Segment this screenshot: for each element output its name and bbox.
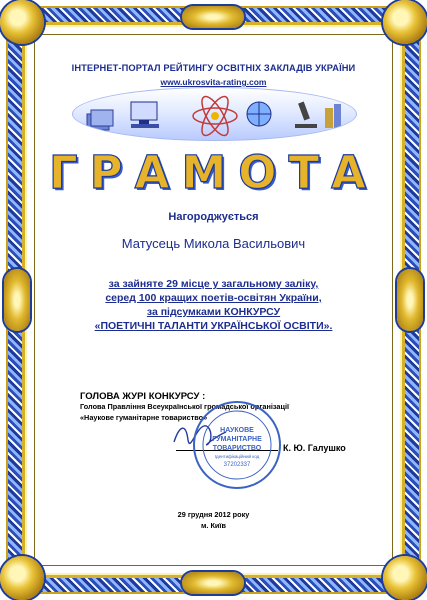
education-banner-image: [72, 87, 357, 141]
atom-icon: [193, 93, 237, 139]
corner-ornament-top-left: [0, 0, 44, 44]
reason-line: «ПОЕТИЧНІ ТАЛАНТИ УКРАЇНСЬКОЇ ОСВІТИ».: [94, 320, 333, 332]
reason-line: за зайняте 29 місце у загальному заліку,: [108, 278, 319, 290]
globe-icon: [247, 102, 271, 126]
side-ornament-left: [4, 269, 30, 331]
stamp-line-1: НАУКОВЕ: [220, 427, 254, 434]
reason-line: за підсумками КОНКУРСУ: [146, 306, 281, 318]
corner-ornament-bottom-right: [383, 556, 427, 600]
issue-date: 29 грудня 2012 року: [177, 510, 250, 519]
book-icon: [87, 110, 113, 130]
computer-icon: [131, 102, 159, 128]
corner-ornament-bottom-left: [0, 556, 44, 600]
certificate-title: ГРАМОТА: [48, 146, 379, 199]
microscope-icon: [295, 102, 317, 128]
official-stamp: [192, 400, 282, 490]
jury-org-line: Голова Правління Всеукраїнської громадської організації: [80, 402, 290, 411]
stamp-code-label: Ідентифікаційний код: [214, 454, 260, 459]
portal-name: ІНТЕРНЕТ-ПОРТАЛ РЕЙТИНГУ ОСВІТНІХ ЗАКЛАДІВ УКРАЇНИ: [71, 63, 356, 73]
corner-ornament-top-right: [383, 0, 427, 44]
stamp-line-3: ТОВАРИСТВО: [212, 445, 262, 452]
jury-org-name: «Наукове гуманітарне товариство»: [80, 413, 208, 422]
portal-url-link[interactable]: www.ukrosvita-rating.com: [160, 77, 267, 87]
reason-line: серед 100 кращих поетів-освітян України,: [105, 292, 322, 304]
top-ornament: [182, 6, 244, 28]
stamp-code: 37202337: [223, 462, 251, 468]
bottom-ornament: [182, 572, 244, 594]
recipient-name: Матусець Микола Васильович: [121, 236, 306, 251]
signer-name: К. Ю. Галушко: [283, 443, 346, 453]
award-line: Нагороджується: [168, 211, 259, 223]
side-ornament-right: [397, 269, 423, 331]
jury-heading: ГОЛОВА ЖУРІ КОНКУРСУ :: [80, 391, 206, 402]
stamp-line-2: ГУМАНІТАРНЕ: [212, 436, 262, 443]
award-reason: [48, 277, 379, 333]
books-stack-icon: [325, 104, 341, 128]
issue-city: м. Київ: [201, 521, 226, 530]
